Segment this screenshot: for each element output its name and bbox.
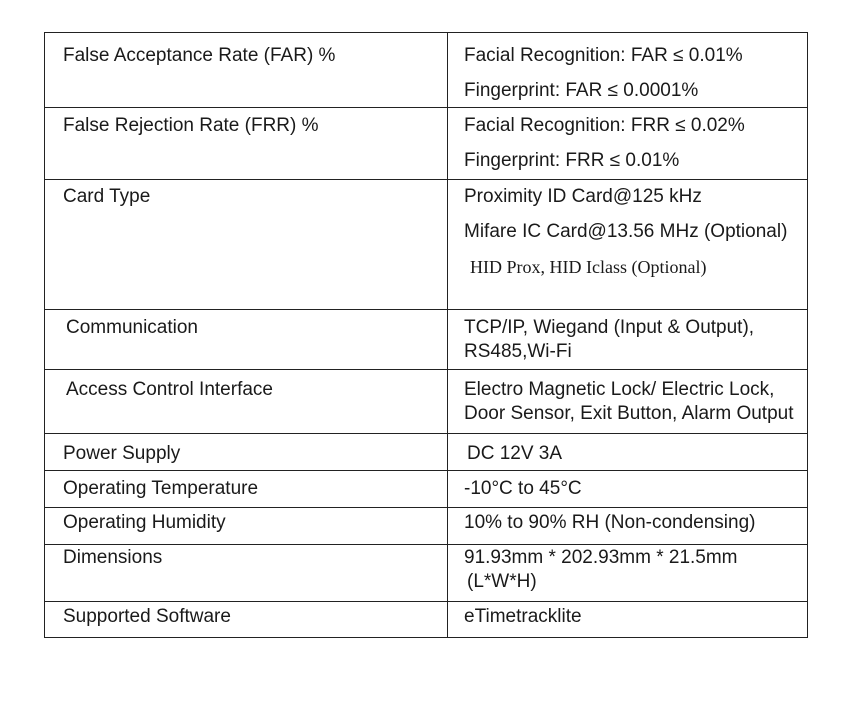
spec-value-cell [448, 310, 808, 370]
spec-value-cell [448, 545, 808, 602]
spec-value-cell [448, 180, 808, 310]
spec-label: Communication [66, 317, 198, 338]
spec-row-operating-humidity [45, 508, 808, 545]
spec-label: False Acceptance Rate (FAR) % [63, 45, 336, 66]
spec-value-line: 10% to 90% RH (Non-condensing) [464, 512, 756, 533]
spec-row-power-supply [45, 434, 808, 471]
spec-label-cell [45, 370, 448, 434]
spec-label: Card Type [63, 186, 151, 207]
spec-label: Operating Temperature [63, 478, 259, 499]
spec-value-line: DC 12V 3A [467, 443, 563, 464]
spec-row-far [45, 33, 808, 108]
spec-value-line: Door Sensor, Exit Button, Alarm Output [464, 403, 794, 424]
spec-value-line: Facial Recognition: FAR ≤ 0.01% [464, 45, 743, 66]
spec-value-cell [448, 434, 808, 471]
spec-value-line: Electro Magnetic Lock/ Electric Lock, [464, 379, 775, 400]
spec-table [44, 32, 808, 638]
spec-label: Access Control Interface [66, 379, 273, 400]
spec-value-cell [448, 370, 808, 434]
spec-row-dimensions [45, 545, 808, 602]
spec-label: Power Supply [63, 443, 181, 464]
spec-label-cell [45, 434, 448, 471]
spec-label: Supported Software [63, 606, 231, 627]
spec-value-line: Fingerprint: FRR ≤ 0.01% [464, 150, 680, 171]
spec-label-cell [45, 508, 448, 545]
spec-value-cell [448, 33, 808, 108]
spec-value-cell [448, 508, 808, 545]
spec-label-cell [45, 108, 448, 180]
spec-row-card-type [45, 180, 808, 310]
spec-value-cell [448, 108, 808, 180]
spec-label-cell [45, 310, 448, 370]
spec-value-line: 91.93mm * 202.93mm * 21.5mm [464, 547, 738, 568]
spec-label: Dimensions [63, 547, 163, 568]
spec-value-line: (L*W*H) [467, 571, 537, 592]
spec-value-line: Mifare IC Card@13.56 MHz (Optional) [464, 221, 788, 242]
spec-label-cell [45, 33, 448, 108]
spec-label-cell [45, 180, 448, 310]
spec-label: Operating Humidity [63, 512, 226, 533]
spec-label-cell [45, 471, 448, 508]
spec-row-supported-software [45, 602, 808, 638]
spec-value-cell [448, 471, 808, 508]
spec-value-line: -10°C to 45°C [464, 478, 582, 499]
spec-value-line: Fingerprint: FAR ≤ 0.0001% [464, 80, 699, 101]
spec-value-cell [448, 602, 808, 638]
spec-value-line: Facial Recognition: FRR ≤ 0.02% [464, 115, 745, 136]
spec-row-frr [45, 108, 808, 180]
spec-value-line: TCP/IP, Wiegand (Input & Output), [464, 317, 755, 338]
spec-label: False Rejection Rate (FRR) % [63, 115, 319, 136]
spec-row-operating-temperature [45, 471, 808, 508]
spec-row-access-control [45, 370, 808, 434]
spec-value-line: RS485,Wi-Fi [464, 341, 572, 362]
spec-value-line: HID Prox, HID Iclass (Optional) [470, 257, 707, 277]
spec-value-line: eTimetracklite [464, 606, 582, 627]
spec-value-line: Proximity ID Card@125 kHz [464, 186, 702, 207]
spec-label-cell [45, 602, 448, 638]
spec-label-cell [45, 545, 448, 602]
spec-row-communication [45, 310, 808, 370]
